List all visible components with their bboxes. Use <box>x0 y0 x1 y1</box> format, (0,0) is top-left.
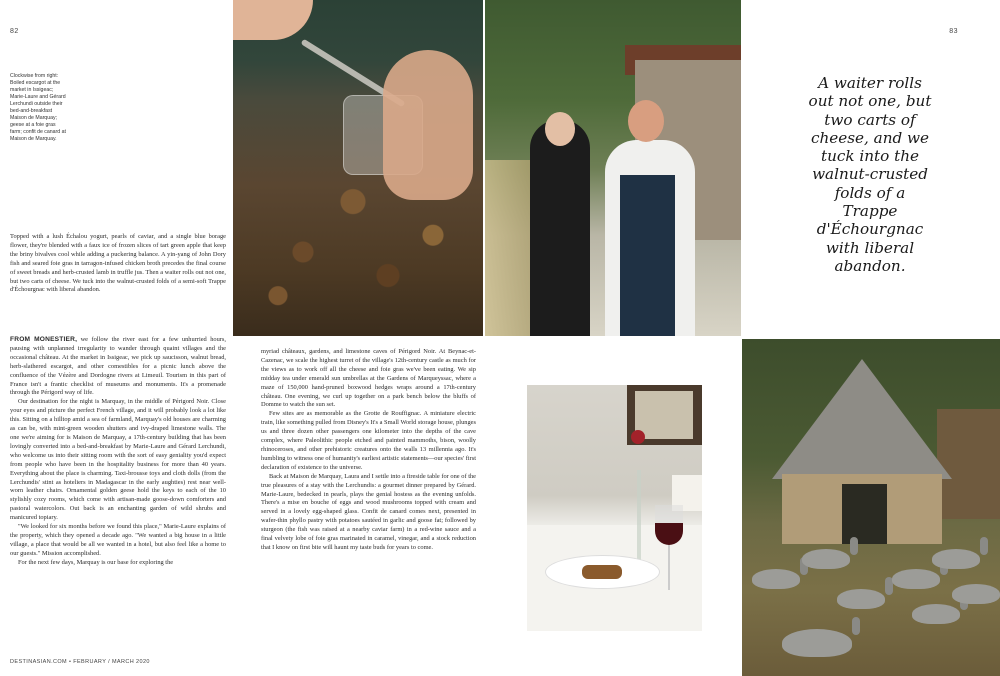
body-paragraph: FROM MONESTIER, we follow the river east for a few unhurried hours, pausing with unplanned irregularity to wander through quaint villages and the occasional château. At the market in Issigeac, we pick up saucisson, walnut bread, herb-slathered escargot, and other comestibles for a picnic lunch above the confluence of the Vézère and Dordogne rivers at Limeuil. Tourism in this part of France isn't a frantic checklist of museums and monuments. It's a promenade through the Périgord way of life. <box>10 336 226 397</box>
geese-hut-photo <box>742 339 1000 676</box>
body-paragraph: For the next few days, Marquay is our base for exploring the <box>18 558 174 566</box>
body-column-1 <box>10 336 226 568</box>
dinner-table-photo <box>527 385 702 631</box>
page-number-left: 82 <box>10 28 19 35</box>
body-paragraph: Topped with a lush Échalou yogurt, pearls of caviar, and a single blue borage flower, they're blended with a faux ice of frozen slices of tart green apple that keep the briny bivalves cool while adding a puckering balance. A yin-yang of John Dory fish and seared foie gras in tarragon-infused chicken broth precedes the final course of sweet breads and herb-crusted lamb in truffle jus. Then a waiter rolls out not one, but two carts of cheese. We tuck into the walnut-crusted folds of a semi-soft Trappe d'Échourgnac with liberal abandon. <box>10 233 226 294</box>
body-column-2 <box>261 348 476 553</box>
magazine-footer: DESTINASIAN.COM • FEBRUARY / MARCH 2020 <box>10 659 150 665</box>
section-lead: FROM MONESTIER, <box>10 336 78 343</box>
photo-caption: Clockwise from right: Boiled escargot at the market in Issigeac; Marie-Laure and Gérard Lerchundi outside their bed-and-breakfast Maison de Marquay; geese at a foie gras farm; confit de canard at Maison de Marquay. <box>10 73 66 142</box>
pull-quote: A waiter rolls out not one, but two carts of cheese, and we tuck into the walnut-crusted folds of a Trappe d'Échourgnac with liberal abandon. <box>808 74 932 275</box>
page-number-right: 83 <box>949 28 958 35</box>
body-paragraph: "We looked for six months before we found this place," Marie-Laure explains of the property, which they opened a decade ago. "We wanted a big house in a little village, a place that would be all we wanted in a hotel, but also feel like a home to our guests." Mission accomplished. <box>10 523 226 557</box>
body-paragraph: Our destination for the night is Marquay, in the middle of Périgord Noir. Close your eyes and picture the perfect French village, and it will probably look a lot like this. Sitting on a hilltop amid a sea of farmland, Marquay's old houses are charming as can be, with mint-green wooden shutters and ivy-draped limestone walls. The one we're aiming for is Maison de Marquay, a 17th-century building that has been lovingly converted into a bed-and-breakfast by Marie-Laure and Gérard Lerchundi, who welcome us into their sitting room with the sort of easy geniality you'd expect from people who have been in the hospitality business for more than 40 years. Everything about the place is charming. Taxi-brousse toys and cloth dolls (from the Lerchundis' stint as hoteliers in Madagascar in the early aughties) rest near well-worn leather chairs. Ornamental golden geese hold the keys to each of the 10 stylishly cozy rooms, which come with artisan-made goose-down comforters and pastoral watercolors. Out back is an enchanting garden of wild shrubs and manicured topiary. <box>10 398 226 522</box>
body-paragraph: Back at Maison de Marquay, Laura and I settle into a fireside table for one of the true pleasures of a stay with the Lerchundis: a gourmet dinner prepared by Gérard. Marie-Laure, bedecked in pearls, plays the genial hostess as the evening unfolds. There's a mise en bouche of eggs and wood mushrooms topped with cream and served in a lovely egg-shaped glass. Confit de canard comes next, presented in wafer-thin phyllo pastry with potatoes sautéed in garlic and goose fat; followed by sturgeon (the fish was raised at a nearby caviar farm) in a red-wine sauce and a final velvety lobe of foie gras marinated in caramel, vinegar, and a stock reduction that I know on first bite will haunt my taste buds for years to come. <box>261 472 476 551</box>
body-paragraph: Few sites are as memorable as the Grotte de Rouffignac. A miniature electric train, like something pulled from Disney's It's a Small World storage house, plunges us and three dozen other passengers one kilometer into the depths of the cave complex, where Paleolithic people etched and painted mammoths, bison, woolly rhinoceroses, and other prehistoric creatures onto the walls 13 millennia ago. It's humbling to witness one of humanity's earliest artistic statements—our species' first declaration of existence to the universe. <box>261 410 476 471</box>
couple-photo <box>485 0 741 336</box>
body-paragraph: myriad châteaux, gardens, and limestone caves of Périgord Noir. At Beynac-et-Cazenac, we scale the highest turret of the village's 12th-century castle as much for the views as to work off all the cheese and foie gras we've been eating. We sip midday tea under emerald sun umbrellas at the Gardens of Marqueyssac, where a maze of 150,000 hand-pruned boxwood hedges wraps around a 17th-century château. One evening, we curl up together on a park bench below the bluffs of Domme to watch the sun set. <box>261 348 476 409</box>
escargot-photo <box>233 0 483 336</box>
body-column-1-top <box>10 233 226 295</box>
